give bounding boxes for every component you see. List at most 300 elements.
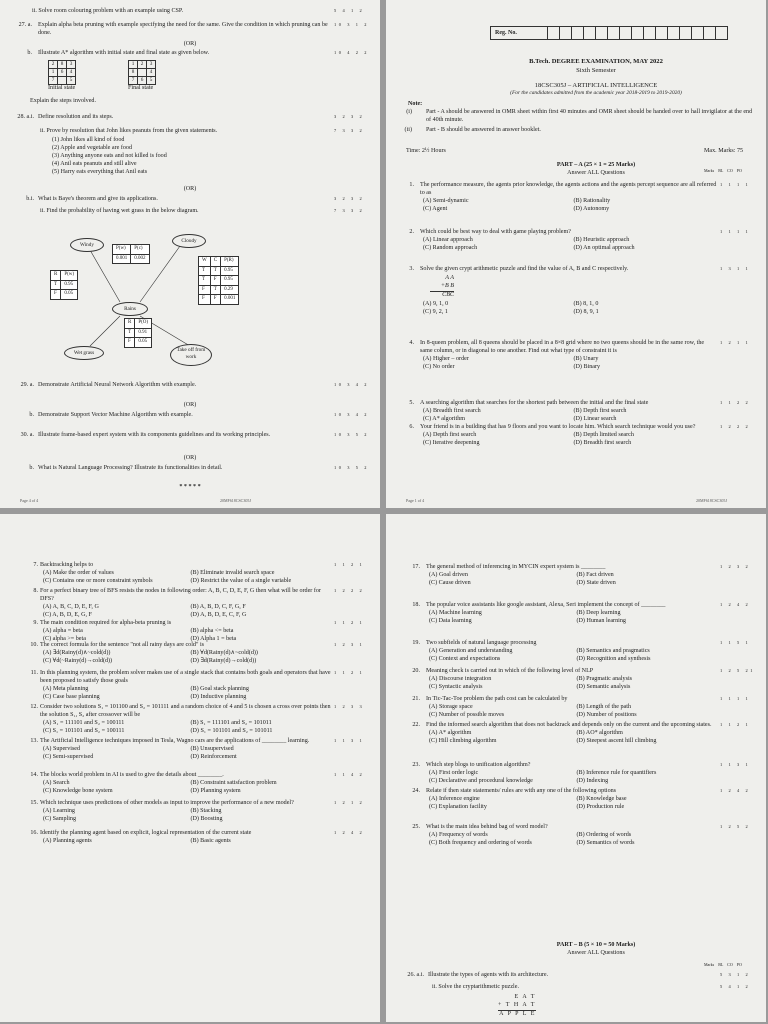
question-text: Identify the planning agent based on explicit, logical representation of the current state: [40, 830, 252, 836]
marks-bl-co-po: 1 2 5 21: [720, 668, 756, 673]
option-list: [426, 730, 718, 746]
option: (A) 9, 1, 0: [423, 300, 449, 307]
option: (C) S₁ = 101101 and S₂ = 100111: [43, 727, 125, 734]
option: (D) Indexing: [576, 777, 609, 784]
question-text: What is the main idea behind bag of word model?: [426, 824, 548, 830]
question-number: 14.: [30, 772, 38, 778]
grid-cell: F: [210, 295, 220, 305]
option: (B) Deep learning: [576, 609, 621, 616]
question-text: A searching algorithm that searches for the shortest path between the initial and the final state: [420, 400, 649, 406]
ro-table: [124, 318, 152, 348]
option: (B) Rationality: [573, 197, 611, 204]
question-number: 15.: [30, 800, 38, 806]
grid-cell: F: [199, 285, 211, 295]
answer-all: Answer ALL Questions: [567, 950, 625, 956]
question-text: Which technique uses predictions of other models as input to improve the performance of a new model?: [40, 800, 294, 806]
option: (C) 9, 2, 1: [423, 308, 448, 315]
grid-cell: T: [125, 328, 135, 338]
end-stars: * * * * *: [179, 484, 201, 490]
answer-all: Answer ALL Questions: [567, 170, 625, 176]
marks-bl-co-po: 1 2 4 2: [334, 830, 365, 835]
option: (A) Depth first search: [423, 431, 477, 438]
question-number: 9.: [33, 620, 38, 626]
or-separator: (OR): [183, 402, 197, 408]
question-text: The popular voice assistants like google assistant, Alexa, Seri implement the concept of ________: [426, 602, 666, 608]
or-separator: (OR): [183, 41, 197, 47]
option: (D) Autonomy: [573, 205, 610, 212]
paper-code: 20MF618CSC305J: [220, 497, 251, 503]
option-list: [426, 572, 718, 588]
question-number: 13.: [30, 738, 38, 744]
marks-bl-co-po: 1 1 2 1: [334, 562, 365, 567]
question-body: [426, 824, 718, 848]
question-number: 20.: [412, 668, 420, 674]
or-separator: (OR): [183, 455, 197, 461]
marks-bl-co-po: 1 1 3 1: [334, 738, 365, 743]
option: (B) 8, 1, 0: [573, 300, 599, 307]
option: (D) Planning system: [190, 787, 241, 794]
grid-cell: 0.95: [221, 266, 239, 276]
option: (A) Breadth first search: [423, 407, 481, 414]
node-rains: Rains: [112, 302, 148, 316]
question-number: 11.: [30, 670, 38, 676]
grid-cell: 5: [67, 77, 76, 85]
question-number: 25.: [412, 824, 420, 830]
option: (C) Contains one or more constraint symbols: [43, 577, 153, 584]
marks-bl-co-po: 1 2 2 2: [720, 424, 751, 429]
option: (A) Learning: [43, 807, 75, 814]
option-list: [40, 650, 332, 666]
grid-cell: 1: [129, 61, 138, 69]
option: (C) Cause driven: [429, 579, 471, 586]
question-number: 7.: [33, 562, 38, 568]
option: (A) Goal driven: [429, 571, 468, 578]
question-body: [420, 182, 718, 214]
part-b-heading: PART – B (5 × 10 = 50 Marks): [556, 942, 636, 948]
option: (B) Fact driven: [576, 571, 614, 578]
option: (C) Knowledge bone system: [43, 787, 113, 794]
option: (A) Higher – order: [423, 355, 469, 362]
question-text: Which could be best way to deal with game playing problem?: [420, 229, 571, 235]
option: (C) Random approach: [423, 244, 478, 251]
option: (B) Inference rule for quantifiers: [576, 769, 657, 776]
option: (B) ∀d(Rainy(d)∧~cold(d)): [190, 649, 258, 656]
question-number: 24.: [412, 788, 420, 794]
grid-cell: 5: [147, 77, 156, 85]
semester: Sixth Semester: [576, 67, 616, 74]
question-body: [40, 588, 332, 620]
option: (D) S₁ = 101101 and S₂ = 101011: [190, 727, 273, 734]
page-3: 17. The general method of inferencing in MYCIN expert system is ________ (A) Goal driven (B) Fact driven (C) Cause driven (D) State driven 1 2 3 2 18. The popular voice assistants like google assistant, Alexa, Seri implement the concept of ________ (A) Machine learning (B) Deep learning (C) Data learning (D) Human learning 1 2 4 2 19. Two subfields of natural language processing (A) Generation and understanding (B) Semantics and pragmatics (C) Context and expectations (D) Recognition and synthesis 1 1 5 1 20. Meaning check is carried out in which of the following level of NLP (A) Discourse integration (B) Pragmatic analysis (C) Syntactic analysis (D) Semantic analysis 1 2 5 21 21. In Tic-Tac-Toe problem the path cost can be calculated by (A) Storage space (B) Length of the path (C) Number of possible moves (D) Number of positions 1 1 1 1 22. Find the informed search algorithm that does not backtrack and depends only on the current and the upcoming states. (A) A* algorithm (B) AO* algorithm (C) Hill climbing algorithm (D) Steepest ascent hill climbing 1 1 2 1 23. Which step blogs to unification algorithm? (A) First order logic (B) Inference rule for quantifiers (C) Declarative and procedural knowledge (D) Indexing 1 1 3 1 24. Relate if then state statements/ rules are with any one of the following options (A) Inference engine (B) Knowledge base (C) Explanation facility (D) Production rule 1 2 4 2 25. What is the main idea behind bag of word model? (A) Frequency of words (B) Ordering of words (C) Both frequency and ordering of words (D) Semantics of words 1 2 5 2 PART – B (5 × 10 = 50 Marks) Answer ALL Questions Marks BL CO PO 26. a.i. Illustrate the types of agents with its architecture. 5 3 1 2 ii. Solve the cryptarithmetic puzzle. 5 4 1 2 E A T + T H A T A P P L E: [386, 514, 766, 1022]
option: (D) Semantics of words: [576, 839, 635, 846]
grid-cell: F: [125, 338, 135, 348]
question-number: 23.: [412, 762, 420, 768]
question-body: [426, 722, 718, 746]
grid-cell: C: [210, 257, 220, 267]
marks-bl-co-po: 1 1 1 1: [720, 182, 751, 187]
option: (B) Unsupervised: [190, 745, 234, 752]
question-text: Consider two solutions S₁ = 101100 and S₂ = 101111 and a random choice of 4 and 5 is chosen a cross over points then the solution S₁, S₂ after crossover will be: [40, 704, 331, 718]
marks-bl-co-po: 1 1 1 1: [720, 696, 751, 701]
option: (C) Semi-supervised: [43, 753, 94, 760]
question-body: [426, 564, 718, 588]
question-body: [40, 562, 332, 586]
marks-bl-co-po: 1 1 1 1: [720, 229, 751, 234]
grid-cell: 3: [147, 61, 156, 69]
question-body: [420, 400, 718, 424]
option: (A) ∃d(Rainy(d)∧~cold(d)): [43, 649, 111, 656]
question-text: Your friend is in a building that has 9 floors and you want to locate him. Which search technique would you use?: [420, 424, 696, 430]
final-state-grid: 1 2 3 8 4 7 6 5 Final state: [128, 60, 156, 93]
option-list: [426, 704, 718, 720]
option-list: [420, 356, 718, 372]
option: (D) Recognition and synthesis: [576, 655, 651, 662]
option: (D) Human learning: [576, 617, 626, 624]
option: (B) Stacking: [190, 807, 222, 814]
resolution-statements: (1) John likes all kind of food (2) Apple and vegetable are food (3) Anything anyone eats and not killed is food (4) Anil eats peanuts and still alive (5) Harry eats everything that Anil eats: [52, 137, 167, 175]
grid-cell: T: [210, 285, 220, 295]
question-body: [426, 696, 718, 720]
grid-cell: 0.05: [135, 338, 152, 348]
option: (A) Linear approach: [423, 236, 473, 243]
option: (D) Breadth first search: [573, 439, 632, 446]
grid-cell: R: [125, 319, 135, 329]
question-text: Which step blogs to unification algorithm?: [426, 762, 531, 768]
question-text: The general method of inferencing in MYCIN expert system is ________: [426, 564, 606, 570]
option: (D) A, B, D, E, C, F, G: [190, 611, 247, 618]
exam-title: B.Tech. DEGREE EXAMINATION, MAY 2022: [529, 58, 663, 65]
question-number: 17.: [412, 564, 420, 570]
crypt-puzzle: A A +B B CBC: [430, 275, 454, 300]
option: (C) Declarative and procedural knowledge: [429, 777, 533, 784]
grid-cell: 8: [58, 61, 67, 69]
question-text: For a perfect binary tree of BFS resists the nodes in following order: A, B, C, D, E, F, G then what will be order for DFS?: [40, 588, 321, 602]
question-body: [40, 670, 332, 702]
option-list: [40, 720, 332, 736]
option: (B) Goal stack planning: [190, 685, 249, 692]
option: (C) A* algorithm: [423, 415, 465, 422]
marks-bl-co-po: 1 2 3 3: [334, 704, 365, 709]
option: (D) Steepest ascent hill climbing: [576, 737, 657, 744]
question-text: Backtracking helps to: [40, 562, 94, 568]
grid-cell: 0.91: [135, 328, 152, 338]
marks-bl-co-po: 1 1 4 2: [334, 772, 365, 777]
part-a-heading: PART – A (25 × 1 = 25 Marks): [556, 162, 636, 168]
grid-cell: 7: [129, 77, 138, 85]
grid-cell: 2: [138, 61, 147, 69]
option: (A) A, B, C, D, E, F, G: [43, 603, 99, 610]
option: (D) 8, 9, 1: [573, 308, 599, 315]
option-list: [40, 570, 332, 586]
marks-bl-co-po: 1 2 2 2: [334, 588, 365, 593]
question-body: [420, 266, 718, 317]
question-body: [426, 602, 718, 626]
time-limit: Time: 2½ Hours: [406, 148, 446, 154]
option: (C) Agent: [423, 205, 448, 212]
grid-cell: T: [210, 266, 220, 276]
explain-steps: Explain the steps involved.: [30, 98, 97, 104]
grid-cell: 6: [58, 69, 67, 77]
marks-bl-co-po: 1 2 4 2: [720, 788, 751, 793]
option: (B) Constraint satisfaction problem: [190, 779, 277, 786]
option-list: [420, 432, 718, 448]
option: (D) Semantic analysis: [576, 683, 631, 690]
option: (C) Explanation facility: [429, 803, 487, 810]
question-body: [426, 640, 718, 664]
node-windy: Windy: [70, 238, 104, 252]
reg-no-box: Reg. No.: [490, 26, 728, 40]
marks-bl-co-po: 1 2 3 1: [334, 642, 365, 647]
question-number: 1.: [409, 182, 414, 188]
max-marks: Max. Marks: 75: [704, 148, 744, 154]
question-text: The correct formula for the sentence "not all rainy days are cold" is: [40, 642, 205, 648]
option: (B) S₁ = 111101 and S₂ = 101011: [190, 719, 272, 726]
option: (C) Both frequency and ordering of words: [429, 839, 532, 846]
option: (D) Restrict the value of a single variable: [190, 577, 292, 584]
grid-cell: 0.95: [61, 280, 78, 290]
option: (D) Boosting: [190, 815, 223, 822]
question-number: 6.: [409, 424, 414, 430]
option: (C) Hill climbing algorithm: [429, 737, 497, 744]
grid-cell: [138, 69, 147, 77]
question-text: Find the informed search algorithm that does not backtrack and depends only on the current and the upcoming states.: [426, 722, 712, 728]
question-body: [420, 229, 718, 253]
option: (C) Case base planning: [43, 693, 100, 700]
course-title: 18CSC305J – ARTIFICIAL INTELLIGENCE: [534, 82, 658, 89]
grid-cell: P(R): [221, 257, 239, 267]
question-body: [420, 424, 718, 448]
option: (D) Production rule: [576, 803, 625, 810]
option: (A) alpha = beta: [43, 627, 83, 634]
admitted-note: (For the candidates admitted from the academic year 2018-2019 to 2019-2020): [510, 90, 682, 96]
option-list: [40, 838, 332, 846]
question-number: 22.: [412, 722, 420, 728]
option: (A) Supervised: [43, 745, 81, 752]
option-list: [40, 746, 332, 762]
question-body: [40, 830, 332, 846]
question-text: The Artificial Intelligence techniques imposed in Tesla, Wagno cars are the applications of ________ learning.: [40, 738, 310, 744]
grid-cell: 4: [147, 69, 156, 77]
grid-cell: W: [199, 257, 211, 267]
option-list: [426, 796, 718, 812]
or-separator: (OR): [183, 186, 197, 192]
option-list: [420, 301, 718, 317]
option: (B) alpha <= beta: [190, 627, 234, 634]
option: (D) Reinforcement: [190, 753, 237, 760]
option-list: [40, 808, 332, 824]
question-text: In this planning system, the problem solver makes use of a single stack that contains both goals and operators that have been proposed to satisfy those goals: [40, 670, 331, 684]
node-cloudy: Cloudy: [172, 234, 206, 248]
option: (B) Semantics and pragmatics: [576, 647, 650, 654]
grid-cell: 6: [138, 77, 147, 85]
grid-cell: 0.05: [61, 290, 78, 300]
option: (A) Inference engine: [429, 795, 480, 802]
option: (C) Sampling: [43, 815, 77, 822]
question-text: In 8-queen problem, all 8 queens should be placed in a 8×8 grid where no two queens should be in the same row, the same column, or in diagonal to one another. Find out what type of constraint it is: [420, 340, 705, 354]
option: (B) Pragmatic analysis: [576, 675, 633, 682]
marks-bl-co-po: 1 2 5 2: [720, 824, 751, 829]
prior-table: P(w) P(c) 0.001 0.002: [112, 244, 150, 264]
option: (D) Alpha 1 = beta: [190, 635, 237, 642]
grid-cell: [58, 77, 67, 85]
option: (B) Length of the path: [576, 703, 631, 710]
option: (D) Binary: [573, 363, 601, 370]
option: (B) AO* algorithm: [576, 729, 623, 736]
option: (C) Syntactic analysis: [429, 683, 483, 690]
page-2: [0, 514, 380, 1022]
marks-bl-co-po: 1 1 3 1: [720, 762, 751, 767]
marks-columns: Marks BL CO PO: [704, 962, 742, 967]
wc-table: [198, 256, 239, 305]
grid-cell: F: [51, 290, 61, 300]
option: (D) Inductive planning: [190, 693, 247, 700]
question-number: 3.: [409, 266, 414, 272]
page-footer: Page 4 of 4: [20, 497, 39, 503]
option: (C) A, B, D, E, G, F: [43, 611, 92, 618]
marks-bl-co-po: 1 2 3 2: [720, 564, 751, 569]
option: (A) Semi-dynamic: [423, 197, 469, 204]
grid-cell: T: [199, 266, 211, 276]
option: (C) Number of possible moves: [429, 711, 505, 718]
marks-bl-co-po: 1 1 2 1: [334, 620, 365, 625]
grid-cell: P(w): [61, 271, 78, 281]
node-take-off: Take off from work: [170, 344, 212, 366]
grid-cell: F: [199, 295, 211, 305]
option: (B) Heuristic approach: [573, 236, 630, 243]
grid-cell: 3: [67, 61, 76, 69]
marks-columns: Marks BL CO PO: [704, 168, 742, 173]
grid-cell: T: [199, 276, 211, 286]
option: (D) ∃d(Rainy(d)→cold(d)): [190, 657, 257, 664]
marks-bl-co-po: 1 1 2 2: [720, 400, 751, 405]
grid-cell: 0.29: [221, 285, 239, 295]
option: (A) Generation and understanding: [429, 647, 513, 654]
grid-cell: 0.95: [221, 276, 239, 286]
crypt-puzzle: E A T + T H A T A P P L E: [498, 994, 536, 1017]
question-number: 4.: [409, 340, 414, 346]
question-body: [40, 800, 332, 824]
option-list: [420, 237, 718, 253]
option: (D) Number of positions: [576, 711, 637, 718]
option: (C) Context and expectations: [429, 655, 501, 662]
option-list: [40, 780, 332, 796]
option: (A) First order logic: [429, 769, 479, 776]
question-text: Meaning check is carried out in which of the following level of NLP: [426, 668, 594, 674]
marks-bl-co-po: 1 2 1 2: [334, 800, 365, 805]
option: (C) Data learning: [429, 617, 472, 624]
marks-bl-co-po: 1 1 2 1: [720, 722, 751, 727]
option: (B) A, B, D, C, F, G, F: [190, 603, 246, 610]
option: (A) Search: [43, 779, 70, 786]
option: (D) State driven: [576, 579, 616, 586]
option: (B) Ordering of words: [576, 831, 632, 838]
option: (A) Meta planning: [43, 685, 89, 692]
question-body: [426, 668, 718, 692]
question-text: The performance measure, the agents prior knowledge, the agents actions and the agents percept sequence are all referred to as: [420, 182, 717, 196]
grid-cell: 4: [67, 69, 76, 77]
option-list: [426, 676, 718, 692]
question-body: [40, 704, 332, 736]
question-text: The main condition required for alpha-beta pruning is: [40, 620, 172, 626]
question-number: 5.: [409, 400, 414, 406]
option: (B) Depth limited search: [573, 431, 634, 438]
option: (A) Machine learning: [429, 609, 482, 616]
marks-bl-co-po: 1 1 2 1: [334, 670, 365, 675]
option: (A) Discourse integration: [429, 675, 492, 682]
option-list: [420, 408, 718, 424]
grid-cell: R: [51, 271, 61, 281]
paper-code: 20MF618CSC305J: [696, 497, 727, 503]
option-list: [426, 648, 718, 664]
page-1: Reg. No. B.Tech. DEGREE EXAMINATION, MAY 2022 Sixth Semester 18CSC305J – ARTIFICIAL INTELLIGENCE (For the candidates admitted from the academic year 2018-2019 to 2019-2020) Note: (i) Part - A should be answered in OMR sheet within first 40 minutes and OMR sheet should be handed over to hall invigilator at the end of 40th minute. (ii) Part - B should be answered in answer booklet. Time: 2½ Hours Max. Marks: 75 PART – A (25 × 1 = 25 Marks) Answer ALL Questions Marks BL CO PO 1. The performance measure, the agents prior knowledge, the agents actions and the agents percept sequence are all referred to as (A) Semi-dynamic (B) Rationality (C) Agent (D) Autonomy 1 1 1 1 2. Which could be best way to deal with game playing problem? (A) Linear approach (B) Heuristic approach (C) Random approach (D) An optimal approach 1 1 1 1 3. Solve the given crypt arithmetic puzzle and find the value of A, B and C respectively. A A +B B CBC (A) 9, 1, 0 (B) 8, 1, 0 (C) 9, 2, 1 (D) 8, 9, 1 1 3 1 1 4. In 8-queen problem, all 8 queens should be placed in a 8×8 grid where no two queens should be in the same row, the same column, or in diagonal to one another. Find out what type of constraint it is (A) Higher – order (B) Unary (C) No order (D) Binary 1 2 1 1 5. A searching algorithm that searches for the shortest path between the initial and the final state (A) Breadth first search (B) Depth first search (C) A* algorithm (D) Linear search 1 1 2 2 6. Your friend is in a building that has 9 floors and you want to locate him. Which search technique would you use? (A) Depth first search (B) Depth limited search (C) Iterative deepening (D) Breadth first search 1 2 2 2 Page 1 of 4 20MF618CSC305J: [386, 0, 766, 508]
option-list: [426, 610, 718, 626]
question-body: [40, 772, 332, 796]
grid-cell: 1: [49, 69, 58, 77]
question-body: [426, 788, 718, 812]
question-body: [420, 340, 718, 372]
question-number: 18.: [412, 602, 420, 608]
question-body: [426, 762, 718, 786]
option: (B) Eliminate invalid search space: [190, 569, 275, 576]
marks-bl-co-po: 1 2 4 2: [720, 602, 751, 607]
initial-state-grid: 2 8 3 1 6 4 7 5 Initial state: [48, 61, 76, 91]
option: (A) Planning agents: [43, 837, 92, 844]
question-number: 21.: [412, 696, 420, 702]
question-body: [40, 642, 332, 666]
question-body: [40, 738, 332, 762]
grid-cell: 8: [129, 69, 138, 77]
grid-cell: F: [210, 276, 220, 286]
option: (B) Knowledge base: [576, 795, 627, 802]
question-number: 12.: [30, 704, 38, 710]
option: (A) Frequency of words: [429, 831, 488, 838]
question-number: 16.: [30, 830, 38, 836]
option: (B) Unary: [573, 355, 599, 362]
option-list: [426, 770, 718, 786]
option: (D) Linear search: [573, 415, 617, 422]
option: (D) An optimal approach: [573, 244, 635, 251]
page-4: ii. Solve room colouring problem with an example using CSP. 5 4 1 2 27. a. Explain alpha beta pruning with example specifying the need for the same. Give the condition in which pruning can be done. 10 3 1 2 (OR) b. Illustrate A* algorithm with initial state and final state as given below. 10 4 2 2 2 8 3 1 6 4 7 5 Initial state 1 2 3 8 4 7 6 5 Final state Explain the steps involved. 28. a.i. Define resolution and its steps. 3 2 3 2 ii. Prove by resolution that John likes peanuts from the given statements. 7 3 3 2 (1) John likes all kind of food (2) Apple and vegetable are food (3) Anything anyone eats and not killed is food (4) Anil eats peanuts and still alive (5) Harry eats everything that Anil eats (OR) b.i. What is Baye's theorem and give its applications. 3 2 3 2 ii. Find the probability of having wet grass in the below diagram. 7 3 3 2 Windy Cloudy Rains Wet grass Take off from work P(w) P(c) 0.001 0.002 R P(w) T 0.95 F 0.05 W C P(R) T T 0.95 T F 0.95 F T 0.29 F F 0.001 R P(O) T 0.91 F 0.05 29. a. Demonstrate Artificial Neural Network Algorithm with example. 10 3 4 2 (OR) b. Demonstrate Support Vector Machine Algorithm with example. 10 3 4 2 30. a. Illustrate frame-based expert system with its components guidelines and its working principles. 10 3 5 2 (OR) b. What is Natural Language Processing? Illustrate its functionalities in detail. 10 3 5 2 * * * * * Page 4 of 4 20MF618CSC305J: [0, 0, 380, 508]
option: (B) Basic agents: [190, 837, 231, 844]
grid-cell: 7: [49, 77, 58, 85]
grid-cell: P(O): [135, 319, 152, 329]
option: (A) Storage space: [429, 703, 473, 710]
question-number: 10.: [30, 642, 38, 648]
option: (A) Make the order of values: [43, 569, 114, 576]
marks-bl-co-po: 1 1 5 1: [720, 640, 751, 645]
grid-cell: T: [51, 280, 61, 290]
option: (B) Depth first search: [573, 407, 627, 414]
option-list: [40, 686, 332, 702]
question-text: Two subfields of natural language processing: [426, 640, 537, 646]
question-number: 8.: [33, 588, 38, 594]
rw-table: [50, 270, 78, 300]
question-body: [40, 620, 332, 644]
option-list: [426, 832, 718, 848]
question-text: Solve the given crypt arithmetic puzzle and find the value of A, B and C respectively.: [420, 266, 629, 272]
option: (A) A* algorithm: [429, 729, 472, 736]
question-number: 19.: [412, 640, 420, 646]
grid-cell: 2: [49, 61, 58, 69]
option: (A) S₁ = 111101 and S₂ = 100111: [43, 719, 125, 726]
question-text: The blocks world problem in AI is used to give the details about ________.: [40, 772, 224, 778]
option-list: [420, 198, 718, 214]
marks-bl-co-po: 1 3 1 1: [720, 266, 751, 271]
node-wet-grass: Wet grass: [64, 346, 104, 360]
marks-bl-co-po: 1 2 1 1: [720, 340, 751, 345]
option-list: [40, 604, 332, 620]
question-number: 2.: [409, 229, 414, 235]
